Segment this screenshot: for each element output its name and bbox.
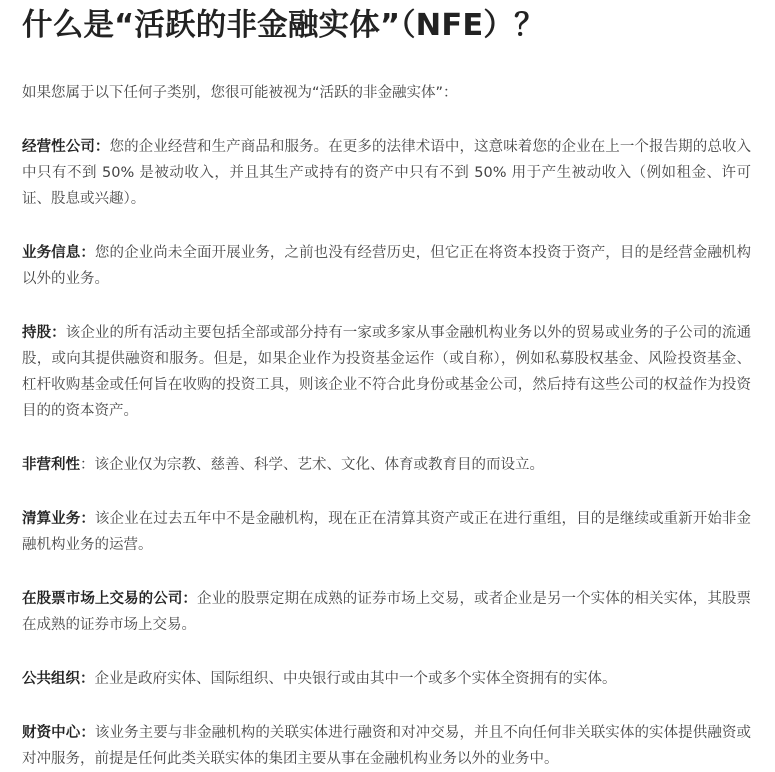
item-listed-company [22,586,751,638]
item-text: 企业的股票定期在成熟的证券市场上交易，或者企业是另一个实体的相关实体，其股票在成熟的证券市场上交易。 [22,591,752,633]
item-text: ：该企业仅为宗教、慈善、科学、艺术、文化、体育或教育目的而设立。 [80,457,544,473]
item-startup-business [22,240,751,292]
item-holding [22,320,751,424]
item-label: 非营利性 [22,457,80,473]
item-text: 您的企业尚未全面开展业务，之前也没有经营历史，但它正在将资本投资于资产，目的是经营金融机构以外的业务。 [22,245,752,287]
item-label: 财资中心： [22,725,95,741]
intro-paragraph: 如果您属于以下任何子类别，您很可能被视为“活跃的非金融实体”： [22,85,458,101]
item-public-organization [22,666,751,692]
item-liquidation [22,506,751,558]
item-operating-company [22,134,751,212]
item-text: 该企业在过去五年中不是金融机构，现在正在清算其资产或正在进行重组，目的是继续或重新开始非金融机构业务的运营。 [22,511,752,553]
item-label: 经营性公司： [22,139,110,155]
item-text: 该企业的所有活动主要包括全部或部分持有一家或多家从事金融机构业务以外的贸易或业务的子公司的流通股，或向其提供融资和服务。但是，如果企业作为投资基金运作（或自称），例如私募股权基金、风险投资基金、杠杆收购基金或任何旨在收购的投资工具，则该企业不符合此身份或基金公司，然后持有这些公司的权益作为投资目的的资本资产。 [22,325,752,419]
item-text: 您的企业经营和生产商品和服务。在更多的法律术语中，这意味着您的企业在上一个报告期的总收入中只有不到 50% 是被动收入，并且其生产或持有的资产中只有不到 50% 用于产生被动收入（例如租金、许可证、股息或兴趣）。 [22,139,752,207]
item-treasury-center [22,720,751,772]
item-text: 企业是政府实体、国际组织、中央银行或由其中一个或多个实体全资拥有的实体。 [94,671,617,687]
page-title: 什么是“活跃的非金融实体”（NFE）？ [22,8,545,43]
item-label: 清算业务： [22,511,95,527]
item-label: 公共组织： [22,671,95,687]
item-text: 该业务主要与非金融机构的关联实体进行融资和对冲交易，并且不向任何非关联实体的实体提供融资或对冲服务，前提是任何此类关联实体的集团主要从事在金融机构业务以外的业务中。 [22,725,752,767]
item-non-profit [22,452,751,478]
item-label: 持股： [22,325,66,341]
item-label: 业务信息： [22,245,95,261]
item-label: 在股票市场上交易的公司： [22,591,197,607]
